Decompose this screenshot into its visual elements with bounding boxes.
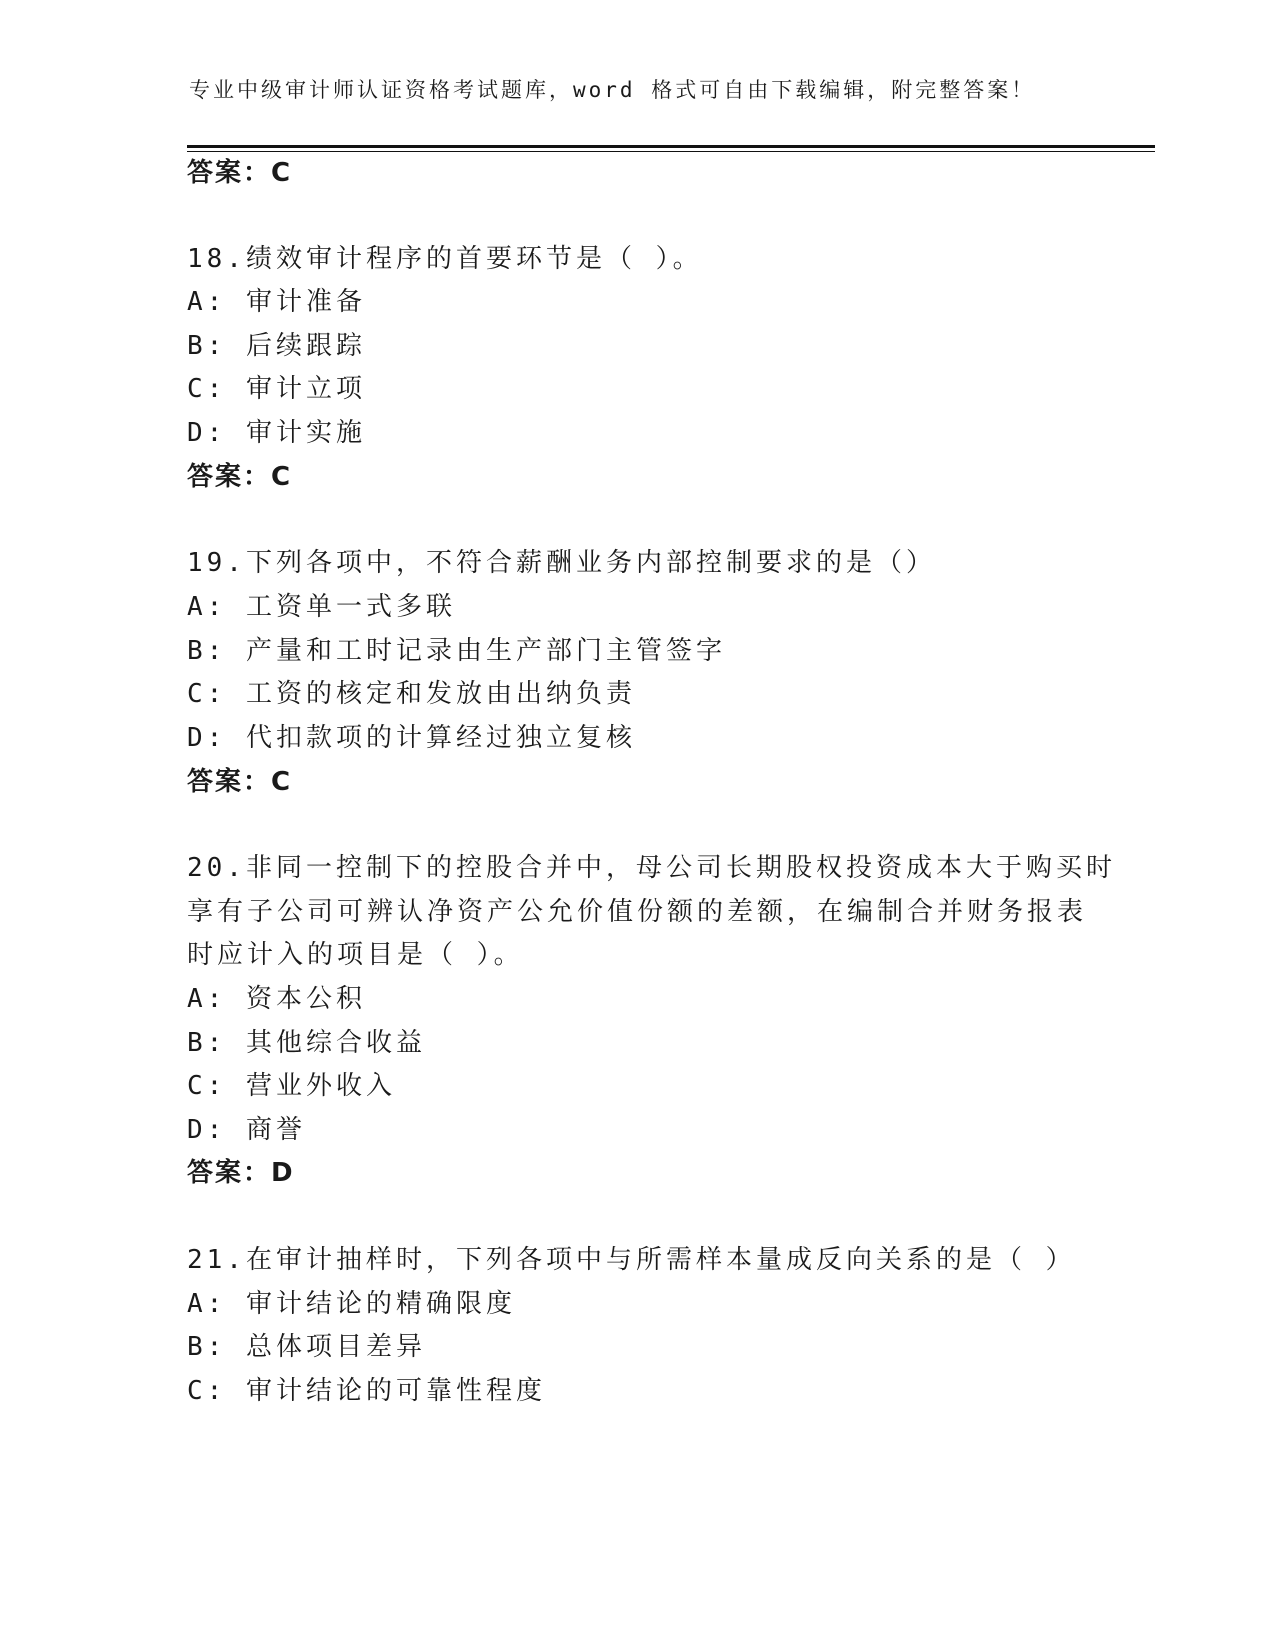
page-header: 专业中级审计师认证资格考试题库，word 格式可自由下载编辑，附完整答案！ xyxy=(189,78,1036,102)
question-20-option-b: B: 其他综合收益 xyxy=(187,1028,426,1058)
question-21-option-b: B: 总体项目差异 xyxy=(187,1332,426,1362)
question-21-option-c: C: 审计结论的可靠性程度 xyxy=(187,1376,546,1406)
answer-20: 答案：D xyxy=(187,1158,295,1188)
answer-19: 答案：C xyxy=(187,767,293,797)
question-18-option-a: A: 审计准备 xyxy=(187,287,366,317)
header-divider-thin xyxy=(187,151,1155,152)
question-18-option-c: C: 审计立项 xyxy=(187,374,366,404)
answer-18: 答案：C xyxy=(187,462,293,492)
question-18-option-d: D: 审计实施 xyxy=(187,418,366,448)
question-19-option-b: B: 产量和工时记录由生产部门主管签字 xyxy=(187,636,726,666)
header-divider xyxy=(187,145,1155,148)
question-19-stem: 19.下列各项中，不符合薪酬业务内部控制要求的是（） xyxy=(187,548,936,578)
answer-17: 答案：C xyxy=(187,158,293,188)
question-19-option-c: C: 工资的核定和发放由出纳负责 xyxy=(187,679,636,709)
question-19-option-a: A: 工资单一式多联 xyxy=(187,592,456,622)
question-20-option-c: C: 营业外收入 xyxy=(187,1071,396,1101)
question-19-option-d: D: 代扣款项的计算经过独立复核 xyxy=(187,723,636,753)
question-20-stem-line-1: 20.非同一控制下的控股合并中，母公司长期股权投资成本大于购买时 xyxy=(187,853,1116,883)
question-20-stem-line-2: 享有子公司可辨认净资产公允价值份额的差额，在编制合并财务报表 xyxy=(187,897,1088,927)
question-21-stem: 21.在审计抽样时，下列各项中与所需样本量成反向关系的是（ ） xyxy=(187,1245,1076,1275)
question-18-stem: 18.绩效审计程序的首要环节是（ ）。 xyxy=(187,244,703,274)
question-21-option-a: A: 审计结论的精确限度 xyxy=(187,1289,516,1319)
question-20-option-a: A: 资本公积 xyxy=(187,984,366,1014)
question-20-stem-line-3: 时应计入的项目是（ ）。 xyxy=(187,940,524,970)
question-20-option-d: D: 商誉 xyxy=(187,1115,306,1145)
question-18-option-b: B: 后续跟踪 xyxy=(187,331,366,361)
